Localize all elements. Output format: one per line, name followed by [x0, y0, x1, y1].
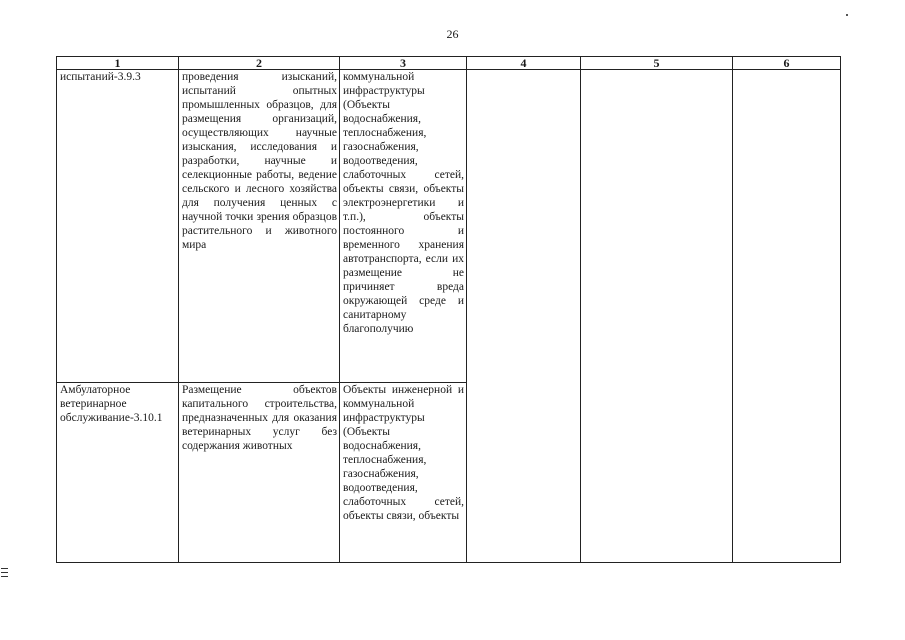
use-description-cell: Размещение объектов капитального строительства, предназначенных для оказания ветеринарных услуг без содержания животных: [179, 383, 340, 563]
column-header-5: 5: [581, 57, 733, 70]
table-row: [57, 70, 841, 383]
column-6-cell: [733, 70, 841, 563]
use-description-cell: проведения изысканий, испытаний опытных промышленных образцов, для размещения организаций, осуществляющих научные изыскания, исследования и разработки, научные и селекционные работы, ведение сельского и лесного хозяйства для получения ценных с научной точки зрения образцов растительного и животного мира: [179, 70, 340, 383]
page-number: 26: [446, 27, 459, 41]
column-4-cell: [467, 70, 581, 563]
column-header-1: 1: [57, 57, 179, 70]
column-header-6: 6: [733, 57, 841, 70]
use-type-cell: испытаний-3.9.3: [57, 70, 179, 383]
column-header-3: 3: [340, 57, 467, 70]
column-header-2: 2: [179, 57, 340, 70]
use-type-cell: Амбулаторное ветеринарное обслуживание-3.10.1: [57, 383, 179, 563]
land-use-table: [56, 56, 841, 563]
permitted-objects-cell: коммунальной инфраструктуры (Объекты водоснабжения, теплоснабжения, газоснабжения, водоотведения, слаботочных сетей, объекты связи, объекты электроэнергетики и т.п.), объекты постоянного и временного хранения автотранспорта, если их размещение не причиняет вреда окружающей среде и санитарному благополучию: [340, 70, 467, 383]
column-5-cell: [581, 70, 733, 563]
column-header-4: 4: [467, 57, 581, 70]
binding-edge-mark: [1, 568, 8, 577]
column-number-row: [57, 57, 841, 70]
permitted-objects-cell: Объекты инженерной и коммунальной инфраструктуры (Объекты водоснабжения, теплоснабжения, газоснабжения, водоотведения, слаботочных сетей, объекты связи, объекты: [340, 383, 467, 563]
scan-speck: [846, 14, 848, 16]
